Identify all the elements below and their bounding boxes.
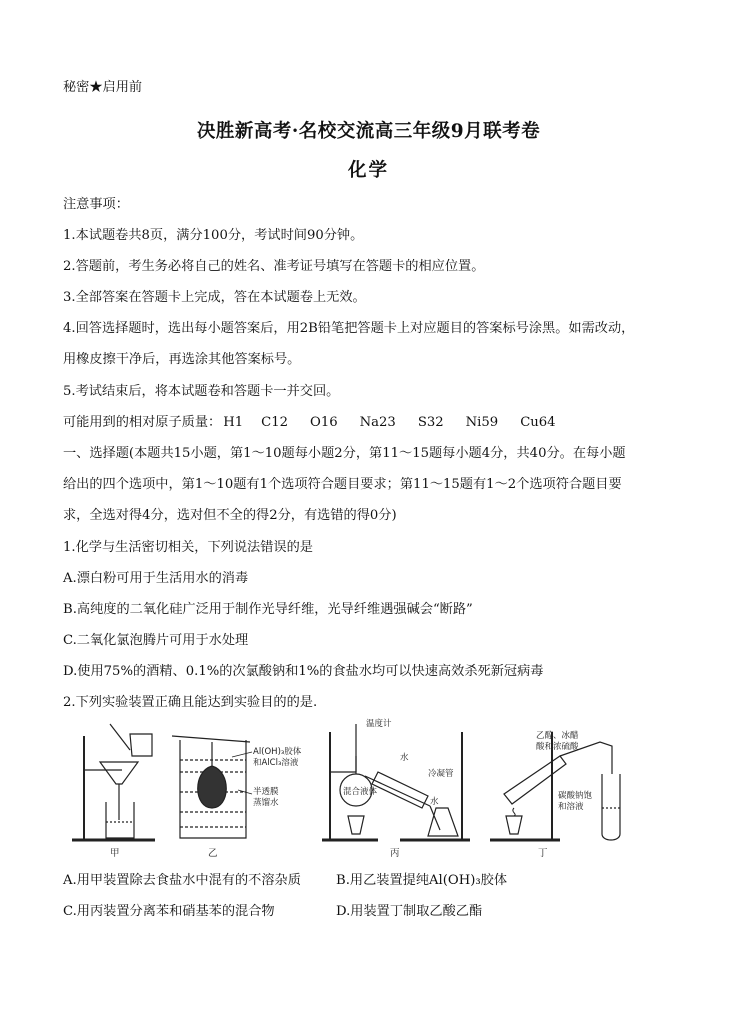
apparatus-bing — [322, 724, 470, 840]
note-item: 4.回答选择题时，选出每小题答案后，用2B铅笔把答题卡上对应题目的答案标号涂黑。如需改动， — [63, 321, 635, 336]
section-instructions: 求，全选对得4分，选对但不全的得2分，有选错的得0分) — [63, 508, 397, 523]
label-reagents-line1: 乙醇、冰醋 — [536, 731, 579, 741]
atomic-masses — [63, 414, 578, 432]
label-water-outlet: 水 — [430, 797, 439, 807]
figure-label-ding: 丁 — [538, 848, 548, 859]
question-2-apparatus-figure — [60, 712, 640, 862]
label-reagents-line2: 酸和浓硫酸 — [536, 742, 579, 752]
atomic-mass: C12 — [261, 415, 289, 430]
label-alcl3-solution: 和AlCl₃溶液 — [253, 758, 299, 768]
atomic-mass: S32 — [417, 415, 444, 430]
question-1-option-d: D.使用75%的酒精、0.1%的次氯酸钠和1%的食盐水均可以快速高效杀死新冠病毒 — [63, 664, 544, 679]
question-2-option-a: A.用甲装置除去食盐水中混有的不溶杂质 — [63, 873, 301, 888]
notes-heading: 注意事项： — [63, 197, 129, 212]
atomic-mass: Ni59 — [465, 415, 499, 430]
label-mixed-liquid: 混合液体 — [343, 787, 378, 797]
apparatus-yi — [172, 736, 252, 838]
question-1-stem: 1.化学与生活密切相关，下列说法错误的是 — [63, 540, 313, 555]
label-semipermeable-membrane: 半透膜 — [253, 787, 279, 797]
atomic-mass: Na23 — [359, 415, 396, 430]
question-1-option-a: A.漂白粉可用于生活用水的消毒 — [63, 571, 249, 586]
atomic-mass: O16 — [310, 415, 338, 430]
section-instructions: 给出的四个选项中，第1～10题有1个选项符合题目要求；第11～15题有1～2个选项符合题目要 — [63, 477, 622, 492]
question-2-option-d: D.用装置丁制取乙酸乙酯 — [336, 904, 483, 919]
label-water-inlet: 水 — [400, 753, 409, 763]
note-item: 用橡皮擦干净后，再选涂其他答案标号。 — [63, 352, 301, 367]
note-item: 2.答题前，考生务必将自己的姓名、准考证号填写在答题卡的相应位置。 — [63, 259, 485, 274]
label-na2co3-line2: 和溶液 — [558, 802, 584, 812]
label-aloh3-colloid: Al(OH)₃胶体 — [253, 747, 302, 757]
question-2-options-row-1 — [63, 872, 508, 890]
atomic-masses-label: 可能用到的相对原子质量： — [63, 415, 222, 430]
section-instructions: 一、选择题(本题共15小题，第1～10题每小题2分，第11～15题每小题4分，共40分。在每小题 — [63, 446, 626, 461]
question-1-option-b: B.高纯度的二氧化硅广泛用于制作光导纤维，光导纤维遇强碱会“断路” — [63, 602, 473, 617]
label-thermometer: 温度计 — [366, 719, 392, 729]
note-item: 5.考试结束后，将本试题卷和答题卡一并交回。 — [63, 384, 340, 399]
note-item: 3.全部答案在答题卡上完成，答在本试题卷上无效。 — [63, 290, 366, 305]
atomic-mass: Cu64 — [520, 415, 556, 430]
apparatus-jia — [72, 724, 155, 840]
figure-label-bing: 丙 — [390, 848, 400, 859]
figure-label-jia: 甲 — [110, 848, 120, 859]
label-condenser: 冷凝管 — [428, 769, 454, 779]
question-2-option-b: B.用乙装置提纯Al(OH)₃胶体 — [336, 873, 508, 888]
question-2-options-row-2 — [63, 903, 483, 921]
exam-subject: 化学 — [347, 160, 389, 181]
note-item: 1.本试题卷共8页，满分100分，考试时间90分钟。 — [63, 228, 364, 243]
label-distilled-water: 蒸馏水 — [253, 798, 279, 808]
exam-title: 决胜新高考·名校交流高三年级9月联考卷 — [196, 121, 541, 142]
question-1-option-c: C.二氧化氯泡腾片可用于水处理 — [63, 633, 249, 648]
confidential-mark: 秘密★启用前 — [63, 80, 143, 95]
question-2-option-c: C.用丙装置分离苯和硝基苯的混合物 — [63, 904, 275, 919]
question-2-stem: 2.下列实验装置正确且能达到实验目的的是. — [63, 695, 318, 710]
figure-label-yi: 乙 — [208, 848, 218, 859]
atomic-mass: H1 — [223, 415, 244, 430]
label-na2co3-line1: 碳酸钠饱 — [558, 791, 593, 801]
